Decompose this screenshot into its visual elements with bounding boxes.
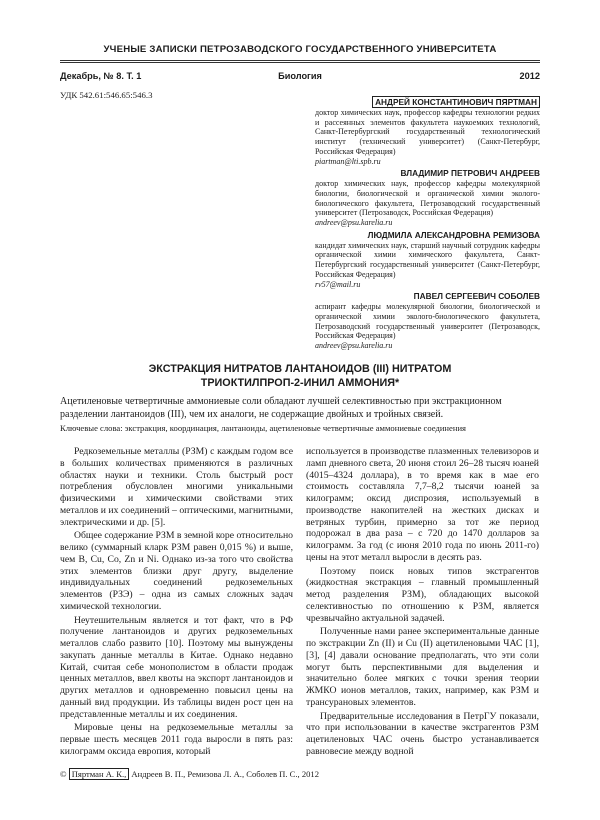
author-name: АНДРЕЙ КОНСТАНТИНОВИЧ ПЯРТМАН xyxy=(372,96,540,108)
year-label: 2012 xyxy=(519,71,540,81)
body-paragraph: Мировые цены на редкоземельные металлы за первые шесть месяцев 2011 года выросли в пять раз: килограмм оксида европия, который xyxy=(60,722,293,757)
author-2 xyxy=(315,168,540,228)
article-title xyxy=(60,362,540,390)
footer-other-authors: Андреев В. П., Ремизова Л. А., Соболев П. С., 2012 xyxy=(131,769,320,779)
keywords: Ключевые слова: экстракция, координация, лантаноиды, ацетиленовые четвертичные аммониевые соединения xyxy=(60,423,466,433)
body-right-column xyxy=(306,446,539,760)
body-paragraph: используется в производстве плазменных телевизоров и ламп дневного света, 20 июня стоил 26–28 тысяч юаней (4015–4324 доллара), в то время как в мае его стоимость составляла 7,7–8,2 тысячи юаней за килограмм; оксид диспрозия, используемый в производстве накопителей на жестких дисках и ветряных турбин, примерно за тот же период подорожал в два раза – с 720 до 1470 долларов за килограмм. За год (с июня 2010 года по июнь 2011-го) цены на этот металл выросли в десять раз. xyxy=(306,446,539,563)
body-paragraph: Неутешительным является и тот факт, что в РФ получение лантаноидов и других редкоземельных металлов слабо развито [10]. Поэтому мы вынуждены закупать данные металлы в Китае. Однако недавно Китай, считая себе монополистом в области продаж ценных металлов, ввел квоты на экспорт лантаноидов и других металлов и одновременно повысил цены на данный вид продукции. Из таблицы виден рост цен на представленные металлы и их соединения. xyxy=(60,614,293,720)
author-email[interactable]: andreev@psu.karelia.ru xyxy=(315,341,393,351)
authors-block xyxy=(315,97,540,353)
author-email[interactable]: andreev@psu.karelia.ru xyxy=(315,218,393,228)
author-4 xyxy=(315,291,540,351)
author-affiliation: доктор химических наук, профессор кафедры технологии редких и рассеянных элементов факультета наукоемких технологий, Санкт-Петербургский государственный технологический институт (технический университет) (Санкт-Петербург, Российская Федерация) xyxy=(315,108,540,156)
author-email[interactable]: piartman@lti.spb.ru xyxy=(315,156,381,166)
author-affiliation: кандидат химических наук, старший научный сотрудник кафедры органической химии химического факультета, Санкт-Петербургский государственный университет (Санкт-Петербург, Российская Федерация) xyxy=(315,240,540,279)
footer-first-author: Пяртман А. К., xyxy=(69,768,130,780)
author-affiliation: аспирант кафедры молекулярной биологии, биологической и органической химии эколого-биологического факультета, Петрозаводский государственный университет (Петрозаводск, Российская Федерация) xyxy=(315,302,540,341)
body-paragraph: Редкоземельные металлы (РЗМ) с каждым годом все в больших количествах применяются в различных областях науки и техники. Столь быстрый рост потребления обусловлен многими уникальными физическими и химическими свойствами этих металлов и их соединений – оптическими, магнитными, электрическими и др. [5]. xyxy=(60,446,293,528)
author-1 xyxy=(315,97,540,166)
issue-label: Декабрь, № 8. Т. 1 xyxy=(60,71,142,81)
body-paragraph: Общее содержание РЗМ в земной коре относительно велико (суммарный кларк РЗМ равен 0,015 %) и выше, чем В, Cu, Co, Zn и Ni. Однако из-за того что свойства этих элементов близки друг другу, выделение индивидуальных соединений редкоземельных элементов (РЗЭ) – одна из самых сложных задач химической технологии. xyxy=(60,530,293,612)
udc-code: УДК 542.61:546.65:546.3 xyxy=(60,90,153,100)
author-name: ЛЮДМИЛА АЛЕКСАНДРОВНА РЕМИЗОВА xyxy=(367,229,540,240)
author-name: ВЛАДИМИР ПЕТРОВИЧ АНДРЕЕВ xyxy=(400,168,540,179)
author-email[interactable]: rv57@mail.ru xyxy=(315,279,361,289)
journal-title: УЧЕНЫЕ ЗАПИСКИ ПЕТРОЗАВОДСКОГО ГОСУДАРСТВЕННОГО УНИВЕРСИТЕТА xyxy=(103,44,497,55)
article-title-line-1: ЭКСТРАКЦИЯ НИТРАТОВ ЛАНТАНОИДОВ (III) НИТРАТОМ xyxy=(148,363,452,375)
abstract: Ацетиленовые четвертичные аммониевые соли обладают лучшей селективностью при экстракционном разделении лантаноидов (III), чем их аналоги, не содержащие двойных и тройных связей. xyxy=(60,396,502,420)
header-bottom-rule xyxy=(60,62,540,63)
body-paragraph: Предварительные исследования в ПетрГУ показали, что при использовании в качестве экстрагентов РЗМ ацетиленовых ЧАС очень быстро устанавливается равновесие между водной xyxy=(306,710,539,757)
body-paragraph: Поэтому поиск новых типов экстрагентов (жидкостная экстракция – главный промышленный метод разделения РЗМ), обладающих высокой селективностью по отношению к РЗМ, является чрезвычайно актуальной задачей. xyxy=(306,565,539,624)
author-affiliation: доктор химических наук, профессор кафедры молекулярной биологии, биологической и органической химии эколого-биологического факультета, Петрозаводский государственный университет (Петрозаводск, Российская Федерация) xyxy=(315,179,540,218)
article-title-line-2: ТРИОКТИЛПРОП-2-ИНИЛ АММОНИЯ* xyxy=(200,377,400,389)
header-top-rule xyxy=(60,60,540,61)
author-3 xyxy=(315,230,540,290)
body-left-column xyxy=(60,446,293,760)
copyright-footer xyxy=(60,769,319,779)
author-name: ПАВЕЛ СЕРГЕЕВИЧ СОБОЛЕВ xyxy=(413,291,540,302)
body-paragraph: Полученные нами ранее экспериментальные данные по экстракции Zn (II) и Cu (II) ацетиленовыми ЧАС [1], [3], [4] давали основание предполагать, что эти соли могут быть перспективными для выделения и значительно более мягких с точки зрения теории ЖМКО ионов металлов, таких, например, как РЗМ и трансурановых элементов. xyxy=(306,626,539,708)
section-label: Биология xyxy=(278,71,322,81)
copyright-symbol: © xyxy=(60,769,67,779)
